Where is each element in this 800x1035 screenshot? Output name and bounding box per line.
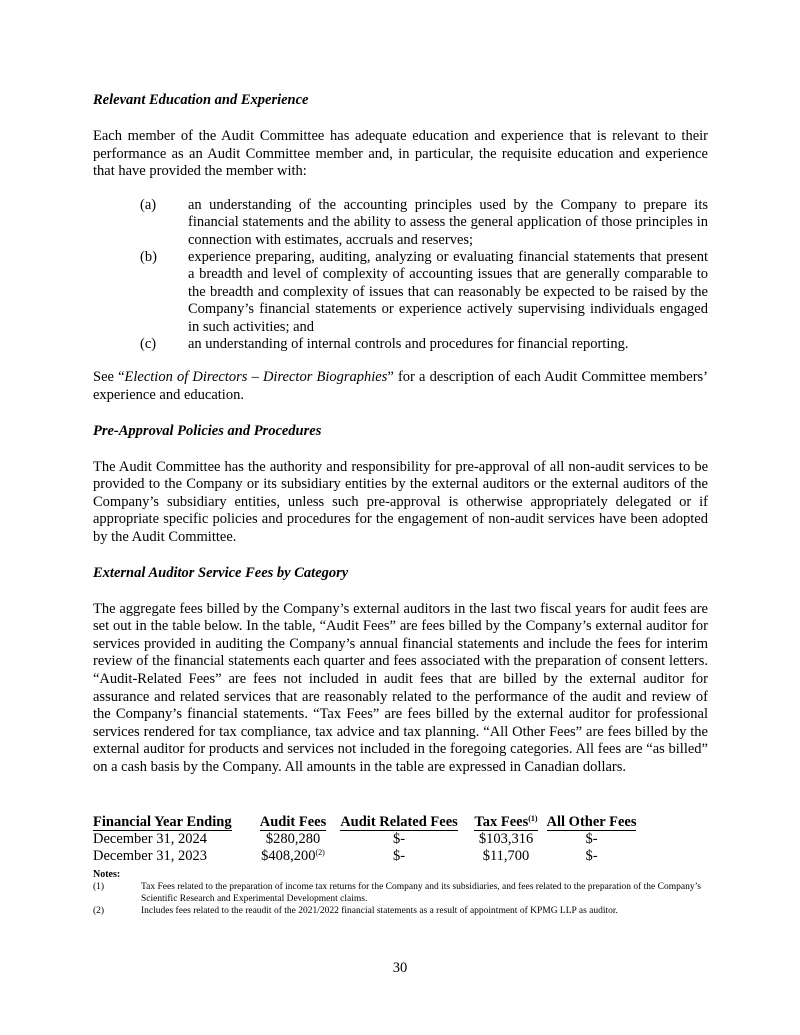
cell-audit-fees: $408,200$^{(2)}$: [261, 847, 325, 864]
see-reference-paragraph: [93, 369, 708, 404]
note-label: (2): [93, 905, 105, 916]
notes-title: Notes:: [93, 868, 121, 880]
header-all-other-fees: All Other Fees: [546, 813, 637, 830]
cell-year: December 31, 2024: [93, 830, 207, 847]
cell-audit-fees: $280,280: [265, 830, 321, 847]
fees-table-wrap: [93, 814, 638, 865]
cell-tax-fees: $11,700: [482, 847, 530, 864]
cell-tax-fees: $103,316: [478, 830, 534, 847]
header-year: Financial Year Ending: [93, 813, 232, 830]
table-row: [93, 848, 638, 865]
list-item: [93, 197, 708, 249]
table-header-row: [93, 814, 638, 831]
cell-year: December 31, 2023: [93, 847, 207, 864]
see-prefix: See “: [93, 369, 125, 386]
note-item: [93, 881, 708, 905]
header-audit-related-fees: Audit Related Fees: [340, 813, 458, 830]
note-text: Includes fees related to the reaudit of the 2021/2022 financial statements as a result of appointment of KPMG LLP as auditor.: [141, 905, 618, 916]
fees-table: [93, 814, 638, 865]
cell-all-other-fees: $-: [585, 830, 598, 847]
section-heading-fees: External Auditor Service Fees by Category: [93, 564, 349, 581]
tax-fees-footnote-marker: (1): [528, 813, 538, 823]
list-item: [93, 336, 708, 353]
note-label: (1): [93, 881, 105, 892]
header-audit-fees: Audit Fees: [259, 813, 327, 830]
list-item-label: (a): [140, 196, 157, 213]
list-item-text: experience preparing, auditing, analyzing or evaluating financial statements that present a breadth and level of complexity of accounting issues that are generally comparable to the breadth and complexity of issues that can reasonably be expected to be raised by the Company’s financial statements or experience actively supervising individuals engaged in such activities; and: [188, 249, 708, 335]
page-content: [93, 91, 708, 917]
list-item-text: an understanding of the accounting principles used by the Company to prepare its financial statements and the ability to assess the general application of those principles in connection with estimates, accruals and reserves;: [188, 196, 708, 248]
cell-audit-related-fees: $-: [392, 830, 406, 847]
see-suffix: ” for a description of each Audit Committee members’ experience and education.: [93, 369, 708, 404]
section-heading-pre-approval: Pre-Approval Policies and Procedures: [93, 422, 322, 439]
table-notes: [93, 869, 708, 917]
cell-all-other-fees: $-: [585, 847, 598, 864]
see-reference-title: Election of Directors – Director Biographies: [124, 369, 388, 386]
education-list: [93, 197, 708, 354]
fees-paragraph: The aggregate fees billed by the Company’s external auditors in the last two fiscal years for audit fees are set out in the table below. In the table, “Audit Fees” are fees billed by the Company’s external auditor for services provided in auditing the Company’s annual financial statements and include the fees for interim review of the financial statements each quarter and fees associated with the preparation of consent letters. “Audit-Related Fees” are fees not included in audit fees that are billed by the external auditor for assurance and related services that are reasonably related to the performance of the audit and review of the Company’s financial statements. “Tax Fees” are fees billed by the external auditor for professional services rendered for tax compliance, tax advice and tax planning. “All Other Fees” are fees billed by the external auditor for products and services not included in the foregoing categories. All fees are “as billed” on a cash basis by the Company. All amounts in the table are expressed in Canadian dollars.: [93, 600, 708, 775]
list-item-text: an understanding of internal controls and procedures for financial reporting.: [188, 336, 629, 353]
note-item: [93, 905, 708, 917]
list-item: [93, 249, 708, 336]
pre-approval-paragraph: The Audit Committee has the authority and responsibility for pre-approval of all non-audit services to be provided to the Company or its subsidiary entities by the external auditors or the external auditors of the Company’s subsidiary entities, unless such pre-approval is otherwise appropriately delegated or if appropriate specific policies and procedures for the engagement of non-audit services have been adopted by the Audit Committee.: [93, 458, 708, 545]
list-item-label: (c): [140, 336, 157, 353]
list-item-label: (b): [140, 249, 157, 265]
table-row: [93, 831, 638, 848]
audit-fees-footnote-marker: (2): [315, 847, 325, 857]
section-heading-education: Relevant Education and Experience: [93, 92, 309, 108]
cell-audit-related-fees: $-: [392, 847, 406, 864]
education-intro-paragraph: Each member of the Audit Committee has adequate education and experience that is relevant to their performance as an Audit Committee member and, in particular, the requisite education and experience that have provided the member with:: [93, 128, 708, 180]
page-number: 30: [392, 960, 408, 976]
header-tax-fees: Tax Fees$^{(1)}$: [474, 813, 538, 830]
note-text: Tax Fees related to the preparation of income tax returns for the Company and its subsidiaries, and fees related to the preparation of the Company’s Scientific Research and Experimental Development claims.: [141, 881, 701, 904]
